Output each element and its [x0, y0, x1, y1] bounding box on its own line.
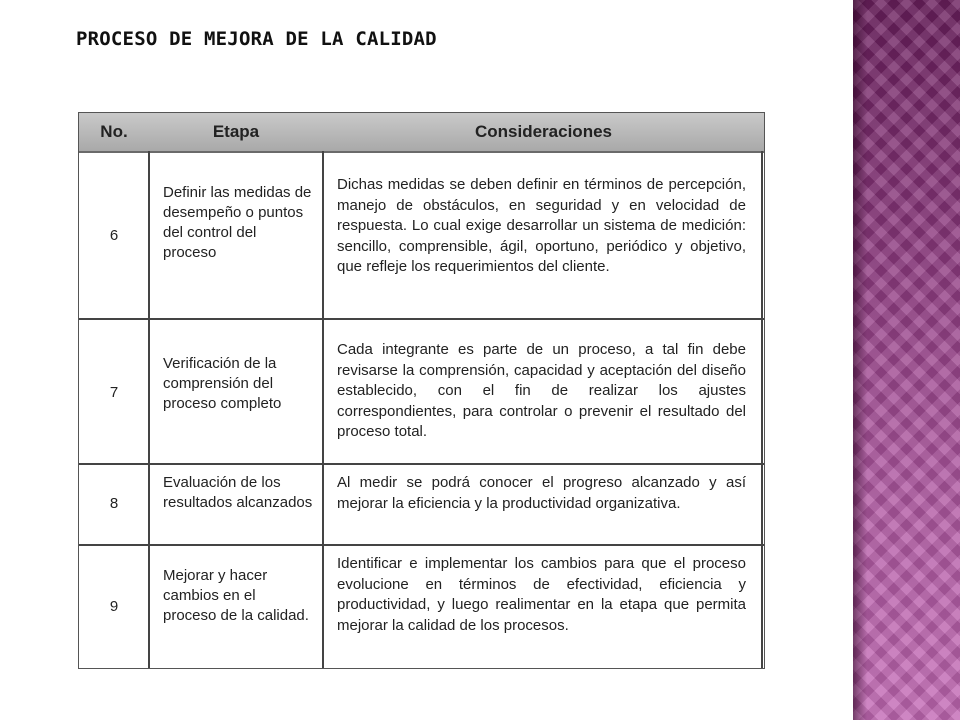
table-row [79, 546, 764, 668]
table-row [79, 465, 764, 545]
process-table [78, 112, 765, 669]
header-no: No. [100, 122, 128, 141]
row-number: 7 [109, 384, 119, 401]
row-number: 8 [109, 495, 119, 512]
table-header [79, 113, 764, 153]
row-consideraciones: Identificar e implementar los cambios para que el proceso evolucione en términos de efectividad, eficiencia y productividad, y luego realimentar en la etapa que permita mejorar la calidad de los procesos. [337, 555, 746, 634]
header-consideraciones: Consideraciones [475, 122, 612, 141]
row-number: 9 [109, 598, 119, 615]
table-row [79, 153, 764, 319]
decorative-side-panel [853, 0, 960, 720]
row-consideraciones: Dichas medidas se deben definir en términos de percepción, manejo de obstáculos, en seguridad y en velocidad de respuesta. Lo cual exige desarrollar un sistema de medición: sencillo, comprensible, ágil, oportuno, periódico y objetivo, que refleje los requerimientos del cliente. [337, 176, 746, 275]
row-consideraciones: Al medir se podrá conocer el progreso alcanzado y así mejorar la eficiencia y la productividad organizativa. [337, 474, 746, 512]
row-consideraciones: Cada integrante es parte de un proceso, a tal fin debe revisarse la comprensión, capacidad y aceptación del diseño establecido, con el fin de realizar los ajustes correspondientes, para controlar o prevenir el resultado del proceso total. [337, 341, 746, 440]
row-etapa: Mejorar y hacer cambios en el proceso de la calidad. [163, 567, 309, 624]
header-etapa: Etapa [212, 122, 260, 141]
row-number: 6 [109, 227, 119, 244]
table-row [79, 320, 764, 464]
row-etapa: Evaluación de los resultados alcanzados [163, 474, 313, 511]
slide-title: PROCESO DE MEJORA DE LA CALIDAD [76, 28, 437, 50]
row-etapa: Definir las medidas de desempeño o puntos del control del proceso [163, 184, 312, 261]
row-etapa: Verificación de la comprensión del proceso completo [163, 355, 282, 412]
